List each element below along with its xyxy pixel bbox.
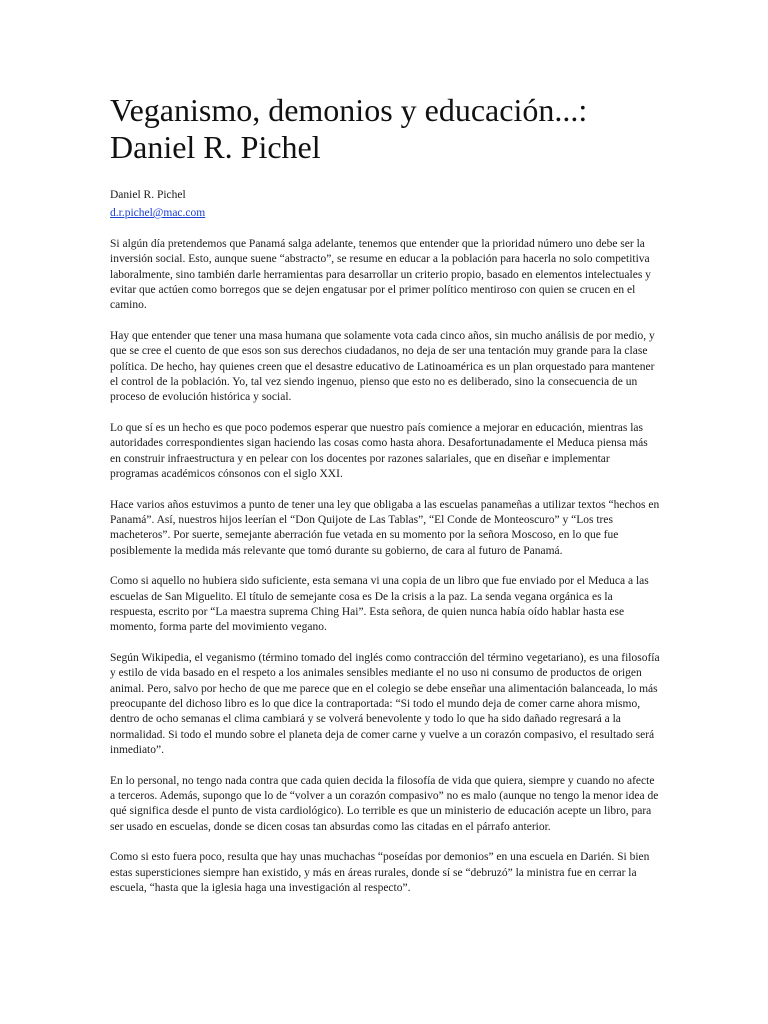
article [110,92,660,912]
paragraph-7: En lo personal, no tengo nada contra que cada quien decida la filosofía de vida que quiera, siempre y cuando no afecte a terceros. Además, supongo que lo de “volver a un corazón compasivo” no es malo (aunque no tengo la menor idea de qué significa desde el punto de vista cardiológico). Lo terrible es que un ministerio de educación acepte un libro, para ser usado en escuelas, donde se dicen cosas tan absurdas como las citadas en el párrafo anterior. [110,774,659,833]
paragraph-4: Hace varios años estuvimos a punto de tener una ley que obligaba a las escuelas panameñas a utilizar textos “hechos en Panamá”. Así, nuestros hijos leerían el “Don Quijote de Las Tablas”, “El Conde de Monteoscuro” y “Los tres macheteros”. Por suerte, semejante aberración fue vetada en su momento por la señora Moscoso, en lo que fue posiblemente la medida más relevante que tomó durante su gobierno, de cara al futuro de Panamá. [110,498,660,557]
article-title [110,92,660,166]
paragraph-3: Lo que sí es un hecho es que poco podemos esperar que nuestro país comience a mejorar en educación, mientras las autoridades correspondientes sigan haciendo las cosas como hasta ahora. Desafortunadamente el Meduca piensa más en construir infraestructura y en pelear con los docentes por razones salariales, que en diseñar e implementar programas académicos cónsonos con el siglo XXI. [110,421,648,480]
author-name: Daniel R. Pichel [110,189,186,201]
paragraph-2: Hay que entender que tener una masa humana que solamente vota cada cinco años, sin mucho análisis de por medio, y que se cree el cuento de que esos son sus derechos ciudadanos, no deja de ser una tentación muy grande para la clase política. De hecho, hay quienes creen que el desastre educativo de Latinoamérica es un plan orquestado para mantener el control de la población. Yo, tal vez siendo ingenuo, pienso que esto no es deliberado, sino la consecuencia de un proceso de evolución histórica y social. [110,329,655,404]
article-title-line-1: Veganismo, demonios y educación...: [110,92,588,128]
paragraph-1: Si algún día pretendemos que Panamá salga adelante, tenemos que entender que la prioridad número uno debe ser la inversión social. Esto, aunque suene “abstracto”, se resume en educar a la población para hacerla no solo competitiva laboralmente, sino también darle herramientas para desarrollar un criterio propio, basado en elementos intelectuales y evitar que actúen como borregos que se dejen engatusar por el primer político mentiroso con quien se crucen en el camino. [110,238,651,312]
paragraph-8: Como si esto fuera poco, resulta que hay unas muchachas “poseídas por demonios” en una escuela en Darién. Si bien estas supersticiones siempre han existido, y más en áreas rurales, donde sí se “debruzó” la ministra fue en cerrar la escuela, “hasta que la iglesia haga una investigación al respecto”. [110,851,650,894]
paragraph-5: Como si aquello no hubiera sido suficiente, esta semana vi una copia de un libro que fue enviado por el Meduca a las escuelas de San Miguelito. El título de semejante cosa es De la crisis a la paz. La senda vegana orgánica es la respuesta, escrito por “La maestra suprema Ching Hai”. Esta señora, de quien nunca había oído hablar hasta ese momento, forma parte del movimiento vegano. [110,575,649,634]
paragraph-6: Según Wikipedia, el veganismo (término tomado del inglés como contracción del término vegetariano), es una filosofía y estilo de vida basado en el respeto a los animales sensibles mediante el no uso ni consumo de productos de origen animal. Pero, salvo por hecho de que me parece que en el colegio se debe enseñar una alimentación balanceada, lo más preocupante del dichoso libro es lo que dice la contraportada: “Si todo el mundo deja de comer carne ahora mismo, dentro de ocho semanas el clima cambiará y se volverá benevolente y todo lo que ha sido dañado regresará a la normalidad. Si todo el mundo sobre el planeta deja de comer carne y vuelve a un corazón compasivo, el resultado será inmediato”. [110,652,660,756]
article-title-line-2: Daniel R. Pichel [110,129,321,165]
author-email-link[interactable]: d.r.pichel@mac.com [110,207,206,219]
